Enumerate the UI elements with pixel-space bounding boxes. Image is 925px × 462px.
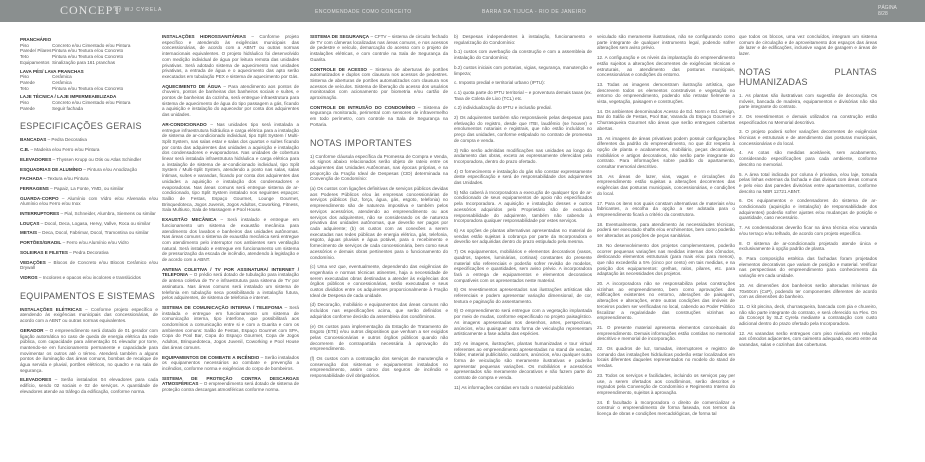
- note-paragraph: b.2) custos iniciais com portarias, vigias, segurança, manutenção e limpeza;: [454, 64, 592, 76]
- note-paragraph: 24. É facultado à Incorporadora o direito de comercializar e construir o empreendimento de forma faseada, nos termos da licença de obras e condições mercadológicas, de forma tal: [597, 399, 735, 417]
- note-paragraph: que todos os blocos, uma vez concluídos, integram um sistema comum de circulação e de aproveitamento dos espaços das áreas de lazer e de edificações, inclusive vagas de garagem e áreas de lazer.: [739, 34, 877, 57]
- system-value: Será instalada e entregue em funcionamento um sistema de comunicação interna, tipo interfone, que possibilitará aos condomínios a comunicação entre si e com a Guarita e com os ambientes comuns: Salão de Festas, Espaço Gourmet com SPA, Copa do Pool Bar, Copa do Espaço Gourmet, Copa de Jogos Adultos, Brinquedoteca, Jogos Juvenil, Coworking e Pool House das áreas comuns.: [162, 304, 299, 350]
- equip-key: GERADOR: [20, 327, 44, 333]
- note-paragraph: 16. As áreas de lazer, vias, vagas e circulações do empreendimento estão sujeitas a alterações decorrentes das exigências das posturas municipais, concessionárias, e condições do local.: [597, 173, 735, 196]
- finish-item: Teto: [20, 85, 29, 91]
- security-value: Sistema de aberturas de portões automatizados e duplos com clausura nos acessos de pedestres. Sistema de aberturas de portões automatizados com clausura nos acessos de veículos. Sistema de liberação do acesso dos usuários monitorados com acionamento por biometria e/ou cartão de aproximação.: [310, 66, 448, 101]
- column-notes-more: [597, 34, 735, 421]
- note-paragraph: c.1) quota parte do IPTU territorial – e porventura demais taxas (ex. Taxa de Coleta de Lixo (TCL) etc.: [454, 89, 592, 101]
- note-paragraph: 15. As imagens de áreas privativas podem possuir configurações diferentes da padrão do empreendimento, no que diz respeito à opção de planta e acabamentos, mobiliário, peças decorativas, mobiliários e artigos decorativos, não serão parte integrante do contrato. Para informações sobre padrão do apartamento, consultar memorial descritivo.: [597, 135, 735, 170]
- system-value: Serão instalados os equipamentos necessários ao combate e prevenção a incêndios, conforme norma e exigências do corpo de bombeiros.: [162, 354, 299, 371]
- column-security-notes: [310, 34, 448, 383]
- finish-item: Piso: [20, 42, 29, 48]
- finish-item: Parede/ Pilares: [20, 48, 52, 54]
- system-item: EXAUSTÃO MECÂNICA – Será instalado e entregue em funcionamento um sistema de exaustão mecânica para atendimento dos lavabos e banheiros das unidades autônomas. Nas áreas comuns o sistema de exaustão mecânica será entregue com atendimento pelo interruptor nos ambientes sem ventilação natural. Será instalado e entregue em funcionamento um sistema de pressurização da escada de incêndio, atendendo à legislação e de acordo com a ABNT.: [162, 217, 299, 263]
- spec-item: FACHADA – Textura e/ou Pintura: [20, 176, 89, 182]
- note-paragraph: (a) Os custos com ligações definitivas de serviços públicos devidas aos Poderes Públicos e/ou às empresas concessionárias de serviços públicos (luz, força, água, gás, esgoto, telefonia) no empreendimento são de natureza impositiva e também pelos serviços acessórios, atendendo ao empreendimento ou aos serviços dos adquirentes, não se considerando os de natureza privativa das unidades autônomas, que deverão ser pagos por cada adquirente; (b) os custos com as conexões a serem executadas nas redes públicas de energia elétrica, gás, telefonia, esgoto, águas pluviais e água potável, para o recebimento e fornecimento de serviços de cada concessionária, bem como seus acessórios e demais obras pertinentes para o funcionamento do condomínio.: [310, 186, 448, 260]
- equip-key: ELEVADORES: [20, 377, 52, 383]
- floorplan-note: 11. O kit piscina, deck, churrasqueira, bancada com pia e chuveiro, não são parte integrante do contrato, e será oferecido na Flex. On da Concept by SLZ Cyrela mediante a contratação com custo adicional dentro do prazo ofertado pela Incorporadora.: [739, 303, 877, 327]
- note-paragraph: 14. Os ambientes denominados Acesso de Ed. Norm e Ed. Design, Bar do Salão de Festas, Pool Bar, Varanda do Espaço Gourmet e Churrasqueira Gourmet são áreas que serão entregues cobertas abertas.: [597, 108, 735, 131]
- spec-item: LOUÇAS – Docol, Deca, Logasa, Hervy, Vallve, Roca ou similar: [20, 220, 151, 226]
- note-paragraph: 4) O fornecimento e instalação do gás não constar expressamente deste especificação e será de responsabilidade dos adquirentes das Unidades.: [454, 168, 592, 186]
- note-paragraph: b) Despesas independentes à instalação, funcionamento e regularização do Condomínio:: [454, 34, 592, 45]
- finish-row: [20, 60, 158, 66]
- system-key: INSTALAÇÕES HIDROSSANITÁRIAS: [162, 34, 246, 39]
- spec-value: Ferro e/ou Alumínio e/ou Vidro: [66, 240, 129, 246]
- note-paragraph: (f) Os custos com a contratação dos serviços de manutenção e conservação dos sistemas e equipamentos instalados no empreendimento, assim como dos seguros de incêndio e responsabilidade civil obrigatórios.: [310, 356, 448, 379]
- finish-item: Teto: [20, 54, 29, 60]
- security-value: Sistema de segurança monitorado, perimetral com sensores de infravermelho em todo perímetro, com controle na Sala de Segurança na Portaria.: [310, 104, 449, 127]
- spec-value: Papaiz, La Fonte, YMD, ou similar: [53, 185, 124, 191]
- section-title: ESPECIFICAÇÕES GERAIS: [20, 121, 142, 132]
- security-key: CONTROLE DE ACESSO: [310, 66, 368, 72]
- spec-value: Pedra Decorativa: [73, 249, 109, 255]
- spec-item: ELEVADORES – Thyssen Krupp ou Otis ou Atlas Schindler: [20, 156, 142, 162]
- spec-key: LOUÇAS: [20, 220, 40, 226]
- finish-group-title: PRANCHÁRIO: [20, 37, 52, 42]
- spec-value: Incolores e opacos e/ou incolores e translúcidos: [42, 274, 141, 280]
- finish-value: Pintura e/ou Textura e/ou Concreto: [52, 85, 124, 91]
- spec-value: Pedra Decorativa: [51, 137, 87, 143]
- security-key: SISTEMA DE SEGURANÇA: [310, 34, 370, 39]
- finish-row: [20, 86, 158, 92]
- floorplan-note: 4. As cotas são medidas aceitáveis, sem acabamento, considerando especificações para cada ambiente, conforme descrito no memorial.: [739, 150, 877, 167]
- note-paragraph: (e) Os custos para implementação da Estação de Tratamento de Esgoto (ETE) e/ou outros dispositivos que venham a ser exigidos pelas Concessionárias e outros órgãos públicos quando não decorrerem de contrapartida necessária à aprovação do empreendimento.: [310, 323, 448, 352]
- spec-item: SOLEIRAS E FILETES – Pedra Decorativa: [20, 249, 109, 255]
- equip-value: Conforme projeto específico e atendendo às exigências municipais das concessionárias, de acordo com a ABNT ou outras normas equivalentes.: [20, 306, 158, 324]
- note-paragraph: 11) As informações contidas em todo o material publicitário: [454, 384, 574, 390]
- note-paragraph: 21. O presente material apresenta elementos conceituais do empreendimento. Demais informações estão contidas no memorial descritivo e memorial de incorporação.: [597, 324, 735, 342]
- header-tagline: ENCOMENDADE COMO CONCEITO: [315, 9, 412, 15]
- spec-value: Pintura e/ou Anodização: [87, 166, 138, 172]
- floorplan-note: 10. As dimensões dos banheiros serão alteradas mínimas de 70x60cm (CxP), podendo ter componentes diferentes de acordo com as dimensões do banheiro.: [739, 282, 877, 300]
- spec-key: FACHADA: [20, 176, 43, 182]
- spec-key: VIDROS: [20, 274, 38, 280]
- note-paragraph: 22. Os quadros de luz, tomadas, interruptores e registro de comando das instalações hidráulicas poderão estar localizados em locais diferentes daqueles representados no modelo do stand de vendas.: [597, 346, 735, 369]
- column-systems: [162, 34, 299, 397]
- system-item: ANTENA COLETIVA / TV POR ASSINATURA/ INTERNET / TELEFONIA – O prédio será dotado de tubulação para instalação de antena coletiva de TV e infraestrutura para sistema de TV por assinatura. Nas áreas comuns será instalado um sistema de telefonia em tubulação seca possibilitando a instalação futura, pelos adquirentes, de sistema de telefonia e internet.: [162, 266, 299, 301]
- system-value: O prédio será dotado de tubulação para instalação de antena coletiva de TV e infraestrutura para sistema de TV por assinatura. Nas áreas comuns será instalado um sistema de telefonia em tubulação seca possibilitando a instalação futura, pelos adquirentes, de sistema de telefonia e internet.: [162, 272, 299, 301]
- spec-value: Textura e/ou Pintura: [47, 176, 89, 182]
- floorplan-note: 5. A área total indicada por coluna é privativa, e/ou laje, tomada pelas linhas externas da fachada e das divisas com áreas comuns e pelo eixo das paredes divisórias entre apartamentos, conforme descrito na NBR 12721 ABNT.: [739, 171, 877, 194]
- note-paragraph: c.2) individualização do IPTU e inclusão predial.: [454, 105, 552, 111]
- spec-value: Thyssen Krupp ou Otis ou Atlas Schindler: [56, 156, 142, 162]
- column-finishes: [20, 34, 158, 399]
- brand-subtitle: by WJ CYRELA: [115, 7, 163, 13]
- security-value: CFTV – sistema de circuito fechado de TV com câmeras localizadas nas áreas comuns, e nos acessos de pedestre e veículo, demarcação do acesso com o projeto de instalações elétricas, e com controle na Sala de Segurança da Guarita.: [310, 34, 449, 62]
- note-paragraph: 8) Os revestimentos apresentados nas ilustrações artísticas são referenciais e podem apresentar variação dimensional, de cor, textura e paginação do assentamento.: [454, 287, 592, 304]
- page-indicator: [878, 5, 897, 17]
- floorplan-note: 1. As plantas são ilustrativas com sugestão de decoração. Os móveis, bancada de madeira, equipamentos e divisórias não são parte integrante do contrato.: [739, 92, 877, 110]
- finish-value: Concreto e/ou Cimentado e/ou Pintura: [52, 42, 131, 48]
- system-key: EXAUSTÃO MECÂNICA: [162, 217, 217, 223]
- equip-key: INSTALAÇÕES ELÉTRICAS: [20, 306, 82, 312]
- note-paragraph: 13. Todas as imagens demonstram ilustração artística, que descrevem todos os elementos construtivos e vegetação no entorno do empreendimento, podendo não retratar fielmente a vista, vegetação, paisagem e construções.: [597, 81, 735, 105]
- finish-item: Piso: [20, 74, 29, 80]
- floorplan-note: 2. Os revestimentos e demais utilizados na construção estão especificados no Memorial descritivo.: [739, 113, 877, 125]
- security-item: CONTROLE DE INTRUSÃO DO CONDOMÍNIO – Sistema de segurança monitorado, perimetral com sensores de infravermelho em todo perímetro, com controle na Sala de Segurança na Portaria.: [310, 104, 449, 127]
- note-paragraph: 20. A incorporadora não se responsabiliza pelas construções vizinhas ao empreendimento, bem como aprovações das edificações existentes no entorno, alterações de paisagem, alterações e alterações, entre outras condições das imóveis de terceiros podem ser verificadas no local, cabendo ao Poder Público fiscalizar a regularidade das construções vizinhas ao empreendimento.: [597, 281, 735, 321]
- spec-item: FERRAGENS – Papaiz, La Fonte, YMD, ou similar: [20, 185, 124, 191]
- top-bar: [0, 0, 925, 22]
- security-key: CONTROLE DE INTRUSÃO DO CONDOMÍNIO: [310, 104, 416, 110]
- system-key: ANTENA COLETIVA / TV POR ASSINATURA/ INTERNET / TELEFONIA: [162, 266, 299, 278]
- spec-item: METAIS – Deca, Docol, Fabrimar, Docol, Tramontina ou similar: [20, 230, 149, 236]
- security-item: SISTEMA DE SEGURANÇA – CFTV – sistema de circuito fechado de TV com câmeras localizadas nas áreas comuns, e nos acessos de pedestre e veículo, demarcação do acesso com o projeto de instalações elétricas, e com controle na Sala de Segurança da Guarita.: [310, 34, 449, 62]
- system-value: Será instalado e entregue em funcionamento um sistema de exaustão mecânica para atendimento dos lavabos e banheiros das unidades autônomas. Nas áreas comuns o sistema de exaustão mecânica será entregue com atendimento pelo interruptor nos ambientes sem ventilação natural. Será instalado e entregue em funcionamento um sistema de pressurização da escada de incêndio, atendendo à legislação e de acordo com a ABNT.: [162, 217, 299, 263]
- spec-item: PORTÕES/GRADIL – Ferro e/ou Alumínio e/ou Vidro: [20, 240, 129, 246]
- spec-value: Pial, Schneider, Alumbra, Siemens ou similar: [64, 211, 156, 217]
- finish-value: Seguir fachada: [52, 105, 83, 111]
- floorplan-note: 6. Os equipamentos e condensadores do sistema de ar-condicionado (aquisição e instalação) de responsabilidade dos adquirentes) poderão sofrer ajustes e/ou mudanças de posição e quantidade, caso necessário.: [739, 198, 877, 221]
- system-item: EQUIPAMENTOS DE COMBATE A INCÊNDIO – Serão instalados os equipamentos necessários ao combate e prevenção a incêndios, conforme norma e exigências do corpo de bombeiros.: [162, 354, 299, 371]
- floorplan-note: 3. O projeto poderá sofrer variações decorrentes de exigências técnicas e estruturais e de atendimento das posturas municipais, concessionárias e do local.: [739, 129, 877, 146]
- finish-value: Cerâmica: [52, 79, 72, 85]
- spec-key: VEDAÇÕES: [20, 259, 46, 265]
- finish-item: Equipamentos: [20, 59, 50, 65]
- system-value: Conforme projeto específico e atendendo às exigências municipais das concessionárias, de acordo com a ABNT ou outras normas internacionais equivalentes. O projeto hidráulico foi desenvolvido com medição individual de água por leitura remota das unidades privativas. Será adotado sistema de aquecimento nas unidades privativas, a entrada de água e o aquecimento das apto serão executados em tubulação PEX e sistema de aquecimento por Gás.: [162, 34, 299, 79]
- system-item: SISTEMA DE PROTEÇÃO CONTRA DESCARGAS ATMOSFÉRICAS – O empreendimento será dotado de sistema de proteção contra descargas atmosféricas conforme norma.: [162, 375, 299, 393]
- note-paragraph: 5) Não caberá à Incorporadora a execução de qualquer tipo de ar-condicionado de seus equipamentos de apoio não especificados pela Incorporadora. A aquisição e instalação desses e outros acessórios adquiridos pelo Proprietário são de exclusiva responsabilidade do adquirente, também não cabendo à Incorporadora qualquer responsabilidade por estes serviços.: [454, 189, 592, 224]
- system-value: Para atendimento aos pontos de chuveiro, pontos de banheiras dos banheiros sociais e suítes, e pontos de banheiras da cozinha, será entregue infraestrutura para sistema de aquecimento de água do tipo passagem a gás, ficando a aquisição e instalação do aquecedor por conta dos adquirentes das unidades.: [162, 83, 300, 118]
- spec-key: PORTÕES/GRADIL: [20, 240, 62, 246]
- system-key: AQUECIMENTO DE ÁGUA: [162, 83, 221, 89]
- floorplan-note: 7. As condensadoras deverão ficar na área técnica e/ou varanda e/ou terraço e/ou telhado, de acordo com projeto específico.: [739, 225, 877, 236]
- note-paragraph: 7) Os equipamentos, mobiliários e elementos decorativos (vasos, quadros, tapetes, luminárias, cortinas) constantes do presente material são referenciais e poderão sofrer revisão de modelos, especificações e quantidades, sem aviso prévio. A incorporadora fará a entrega de equipamentos e elementos decorativos compatíveis com os apresentados neste material.: [454, 249, 592, 283]
- finish-group-title: LAVA PÉS/ LAVA PRANCHAS: [20, 68, 84, 74]
- equip-value: O empreendimento será dotado de 01 gerador com ligação automática no caso de queda de energia elétrica da rede pública, com capacidade para alimentação 01 elevador por torre, mantendo-se em funcionamento permanente e capacidade para movimentar os outros até o térreo. Atenderá também a alguns pontos de iluminação das áreas comuns, bombas de recalque de água servida e pluvial, portões elétricos, no quadro e na sala de segurança.: [20, 327, 158, 373]
- system-key: SISTEMA DE COMUNICAÇÃO INTERNA / TELEFONIA: [162, 304, 283, 310]
- brand-logo: CONCEPT: [60, 3, 122, 17]
- equip-item: INSTALAÇÕES ELÉTRICAS – Conforme projeto específico e atendendo às exigências municipais das concessionárias, de acordo com a ABNT ou outras normas equivalentes.: [20, 306, 158, 324]
- spec-item: ESQUADRIAS DE ALUMÍNIO – Pintura e/ou Anodização: [20, 166, 138, 172]
- note-paragraph: 6) As opções de plantas alternativas apresentadas no material de vendas estão sujeitas à cobrança por parte da Incorporadora e deverão ser adquiridas dentro do prazo estipulado pela mesma.: [454, 227, 592, 245]
- column-floorplan-notes: [739, 34, 877, 352]
- spec-key: ELEVADORES: [20, 156, 52, 162]
- note-paragraph: (c) Uma vez que, eventualmente, dependendo das exigências de engenharia e normas técnicas atinentes, haja a necessidade de serem executadas obras destinadas a atender às exigências dos órgãos públicos e concessionárias, serão executadas e seus custos divididos entre os adquirentes proporcionalmente à Fração Ideal de Despesa de cada unidade.: [310, 264, 448, 298]
- spec-item: C.B. – Madeira e/ou Ferro e/ou Pintura: [20, 147, 100, 153]
- spec-key: METAIS: [20, 230, 38, 236]
- note-paragraph: 9) O empreendimento será entregue com a vegetação implantada por meio de mudas, conforme especificado no projeto paisagístico. As imagens apresentadas nos desenhos, artes, perspectivas, anúncios, e/ou quaisquer outra forma de veiculação representam artisticamente a fase adulta das espécies.: [454, 308, 592, 337]
- system-key: SISTEMA DE PROTEÇÃO CONTRA DESCARGAS ATMOSFÉRICAS: [162, 375, 299, 387]
- spec-key: SOLEIRAS E FILETES: [20, 249, 68, 255]
- note-paragraph: 12. A configuração e os níveis da implantação do empreendimento estão sujeitos a alterações decorrentes de exigências técnicas e estruturais, ao atendimento das posturas municipais, concessionárias e condições do entorno.: [597, 55, 735, 78]
- finish-item: Piso: [20, 100, 29, 106]
- system-key: AR-CONDICIONADO: [162, 121, 207, 127]
- note-paragraph: 23. Todos os serviços e facilidades, incluindo os serviços pay per use, a serem ofertados aos condôminos, serão descritos e regrados pela Convenção de Condomínio e Regimento Interno do empreendimento, sujeitos à aprovação.: [597, 372, 735, 395]
- spec-item: GUARDA-CORPO – Alumínio com Vidro e/ou Alvenaria e/ou Alumínio e/ou Ferro e/ou Inox: [20, 195, 158, 207]
- column-notes-continued: [454, 34, 592, 395]
- finish-value: Pintura e/ou Textura e/ou Concreto: [52, 54, 124, 60]
- finish-value: Sinalização para 161 pranchas: [52, 59, 116, 65]
- finish-group-title: LAJE TÉCNICA / LAJE IMPERMEABILIZADA: [20, 94, 117, 100]
- section-title: NOTAS IMPORTANTES: [310, 137, 413, 148]
- spec-key: INTERRUPTORES: [20, 211, 60, 217]
- system-item: SISTEMA DE COMUNICAÇÃO INTERNA / TELEFONIA – Será instalada e entregue em funcionamento um sistema de comunicação interna, tipo interfone, que possibilitará aos condomínios a comunicação entre si e com a Guarita e com os ambientes comuns: Salão de Festas, Espaço Gourmet com SPA, Copa do Pool Bar, Copa do Espaço Gourmet, Copa de Jogos Adultos, Brinquedoteca, Jogos Juvenil, Coworking e Pool House das áreas comuns.: [162, 304, 299, 350]
- equip-value: Serão instalados 04 elevadores para cada edifício, sendo 02 sociais e 02 de serviços. A quantidade de elevadores atende ao tráfego da edificação, conforme norma.: [20, 377, 158, 394]
- system-value: O empreendimento será dotado de sistema de proteção contra descargas atmosféricas conforme norma.: [162, 381, 299, 393]
- page-label: PÁGINA: [878, 5, 897, 11]
- equip-item: GERADOR – O empreendimento será dotado de 01 gerador com ligação automática no caso de queda de energia elétrica da rede pública, com capacidade para alimentação 01 elevador por torre, mantendo-se em funcionamento permanente e capacidade para movimentar os outros até o térreo. Atenderá também a alguns pontos de iluminação das áreas comuns, bombas de recalque de água servida e pluvial, portões elétricos, no quadro e na sala de segurança.: [20, 327, 158, 373]
- finish-item: Parede: [20, 79, 35, 85]
- spec-item: VIDROS – Incolores e opacos e/ou incolores e translúcidos: [20, 274, 141, 280]
- spec-value: Madeira e/ou Ferro e/ou Pintura: [34, 147, 100, 153]
- note-paragraph: veiculado são meramente ilustrativas, não se configurando como parte integrante de qualquer instrumento legal, podendo sofrer alterações sem aviso prévio.: [597, 34, 735, 51]
- spec-value: Blocos de Concreto e/ou Blocos Cerâmico e/ou Drywall: [20, 259, 158, 271]
- system-value: Nas unidades tipo será instalada a entregue infraestrutura hidráulica e carga elétrica para a instalação de sistema de ar-condicionado individual, tipo Split System / Multi-Split System, nas salas estar e salas dos quartos e suítes ficando por conta das adquirentes das unidades a aquisição e instalação dos condensadores e evaporadoras. Nas unidades de cobertura linear será instalada infraestrutura hidráulica e carga elétrica para a instalação de sistema de ar-condicionado individual, tipo Split System / Multi-Split System, atendendo a ponto nas salas, salas íntimas, suítes e varandas, ficando por conta dos adquirentes das unidades a aquisição e instalação dos condensadores e evaporadoras. Nas áreas comuns será entregue sistema de ar-condicionado, tipo Split System instalado nos seguintes espaços: Salão de Festas, Espaço Gourmet, Lounge Gourmet, Brinquedoteca, Jogos Juvenis, Jogos Adultos, Coworking, Fitness, Sala Multiuso, Sala de Massagem e Pool House.: [162, 121, 299, 213]
- spec-key: ESQUADRIAS DE ALUMÍNIO: [20, 166, 83, 172]
- page-number: 8/28: [878, 11, 888, 17]
- spec-item: INTERRUPTORES – Pial, Schneider, Alumbra, Siemens ou similar: [20, 211, 156, 217]
- finish-value: Concreto e/ou Cimentado e/ou Pintura: [52, 100, 131, 106]
- note-paragraph: b.1) custos com averbação da construção e com a assembleia de instalação do Condomínio;: [454, 49, 592, 61]
- system-item: AR-CONDICIONADO – Nas unidades tipo será instalada a entregue infraestrutura hidráulica e carga elétrica para a instalação de sistema de ar-condicionado individual, tipo Split System / Multi-Split System, nas salas estar e salas dos quartos e suítes ficando por conta das adquirentes das unidades a aquisição e instalação dos condensadores e evaporadoras. Nas unidades de cobertura linear será instalada infraestrutura hidráulica e carga elétrica para a instalação de sistema de ar-condicionado individual, tipo Split System / Multi-Split System, atendendo a ponto nas salas, salas íntimas, suítes e varandas, ficando por conta dos adquirentes das unidades a aquisição e instalação dos condensadores e evaporadoras. Nas áreas comuns será entregue sistema de ar-condicionado, tipo Split System instalado nos seguintes espaços: Salão de Festas, Espaço Gourmet, Lounge Gourmet, Brinquedoteca, Jogos Juvenis, Jogos Adultos, Coworking, Fitness, Sala Multiuso, Sala de Massagem e Pool House.: [162, 121, 299, 213]
- finish-value: Pintura e/ou Textura e/ou Concreto: [52, 48, 124, 54]
- system-item: INSTALAÇÕES HIDROSSANITÁRIAS – Conforme projeto específico e atendendo às exigências municipais das concessionárias, de acordo com a ABNT ou outras normas internacionais equivalentes. O projeto hidráulico foi desenvolvido com medição individual de água por leitura remota das unidades privativas. Será adotado sistema de aquecimento nas unidades privativas, a entrada de água e o aquecimento das apto serão executados em tubulação PEX e sistema de aquecimento por Gás.: [162, 34, 299, 79]
- security-item: CONTROLE DE ACESSO – Sistema de aberturas de portões automatizados e duplos com clausura nos acessos de pedestres. Sistema de aberturas de portões automatizados com clausura nos acessos de veículos. Sistema de liberação do acesso dos usuários monitorados com acionamento por biometria e/ou cartão de aproximação.: [310, 66, 448, 101]
- equip-item: ELEVADORES – Serão instalados 04 elevadores para cada edifício, sendo 02 sociais e 02 de serviços. A quantidade de elevadores atende ao tráfego da edificação, conforme norma.: [20, 377, 158, 394]
- note-paragraph: 18. Eventualmente, para atendimento às necessidades técnicas, poderá ser executado shafts e/ou enchimentos, bem como poderão ser alterados as posições de peças sanitárias.: [597, 221, 735, 239]
- note-paragraph: 19. No desenvolvimento dos projetos complementares, poderão ocorrer pequenas variações nas medidas internas dos cômodos, deslocando elementos estruturais (para mais e/ou para menos), que não excederão a 5% (cinco por cento) em tais medidas, e na posição dos equipamentos: grelhas, ralos, pilares, etc. para adaptação às necessidades dos projetos.: [597, 242, 735, 277]
- section-title: EQUIPAMENTOS E SISTEMAS: [20, 290, 156, 301]
- spec-value: Alumínio com Vidro e/ou Alvenaria e/ou Alumínio e/ou Ferro e/ou Inox: [20, 195, 158, 207]
- spec-key: C.B.: [20, 147, 30, 153]
- spec-value: Deca, Docol, Fabrimar, Docol, Tramontina ou similar: [42, 230, 149, 236]
- note-paragraph: c. Imposto predial e territorial urbano (IPTU):: [454, 80, 545, 86]
- finish-item: Parede: [20, 105, 35, 111]
- finish-value: Cerâmica: [52, 74, 72, 80]
- spec-value: Docol, Deca, Logasa, Hervy, Vallve, Roca ou similar: [44, 220, 151, 226]
- spec-key: GUARDA-CORPO: [20, 195, 59, 201]
- note-paragraph: 3) Não serão admitidas modificações nas unidades ao longo do andamento das obras, exceto as expressamente oferecidas pela Incorporadora, dentro do prazo ofertado.: [454, 147, 592, 164]
- note-paragraph: 1) Conforme cláusula específica da Promessa de Compra e Venda, os signos abaixo relacionados serão objeto de rateio entre os adquirentes das Unidades Autônomas, nas épocas próprias, e na proporção da Fração Ideal de Despesas (CID) determinada na Convenção de Condomínio:: [310, 153, 448, 182]
- header-location: BARRA DA TIJUCA - RIO DE JANEIRO: [482, 9, 587, 15]
- floorplan-note: 8. O sistema de ar-condicionado projetado atende única e exclusivamente à opção padrão de planta.: [739, 240, 877, 252]
- system-item: AQUECIMENTO DE ÁGUA – Para atendimento aos pontos de chuveiro, pontos de banheiras dos banheiros sociais e suítes, e pontos de banheiras da cozinha, será entregue infraestrutura para sistema de aquecimento de água do tipo passagem a gás, ficando a aquisição e instalação do aquecedor por conta dos adquirentes das unidades.: [162, 83, 300, 118]
- floorplan-note: 9. Para composição estética das fachadas foram projetados elementos decorativos que variam de posição e material. Verificar nas perspectivas do empreendimento para conhecimento da variação em cada unidade.: [739, 255, 877, 279]
- floorplan-note: 12. As varandas serão entregues com piso nivelado em relação aos cômodos adjacentes, com caimento adequado, exceto entre as varandas, salas e cozinhas das coberturas.: [739, 330, 877, 348]
- note-paragraph: (d) Decoração, mobiliário e equipamentos das áreas comuns não incluídos nas especificações acima, que serão definidos e adquiridos conforme decisão da assembleia dos condôminos.: [310, 302, 448, 319]
- spec-item: BANCADAS – Pedra Decorativa: [20, 137, 87, 143]
- spec-key: BANCADAS: [20, 137, 47, 143]
- spec-key: FERRAGENS: [20, 185, 49, 191]
- spec-item: VEDAÇÕES – Blocos de Concreto e/ou Blocos Cerâmico e/ou Drywall: [20, 259, 158, 271]
- note-paragraph: 2) Os adquirentes também são responsáveis pelas despesas para efetivação do registro, desde que ITBI, laudêmio (se houver) e emolumentos notariais e registrais, que não estão incluídos no preço das unidades, conforme estipulado no contrato de promessa de compra e venda.: [454, 115, 592, 143]
- note-paragraph: 10) As imagens, ilustrações, plantas humanizadas e tour virtual referentes ao empreendimento apresentadas no stand de vendas, folder, material publicitário, outdoors, anúncios, e/ou qualquer outra forma de veiculação são meramente ilustrativas e poderão apresentar pequenas variações. Os mobiliários e acessórios apresentados são meramente decorativos e não fazem parte do contrato de compra e venda.: [454, 340, 592, 381]
- system-key: EQUIPAMENTOS DE COMBATE A INCÊNDIO: [162, 354, 260, 360]
- note-paragraph: 17. Para os itens nos quais constam alternativas de materiais e/ou fabricantes, a escolha da opção a ser adotada para o empreendimento ficará a critério da construtora.: [597, 200, 735, 217]
- finish-row: [20, 106, 158, 112]
- section-title: NOTAS PLANTAS HUMANIZADAS: [739, 66, 877, 87]
